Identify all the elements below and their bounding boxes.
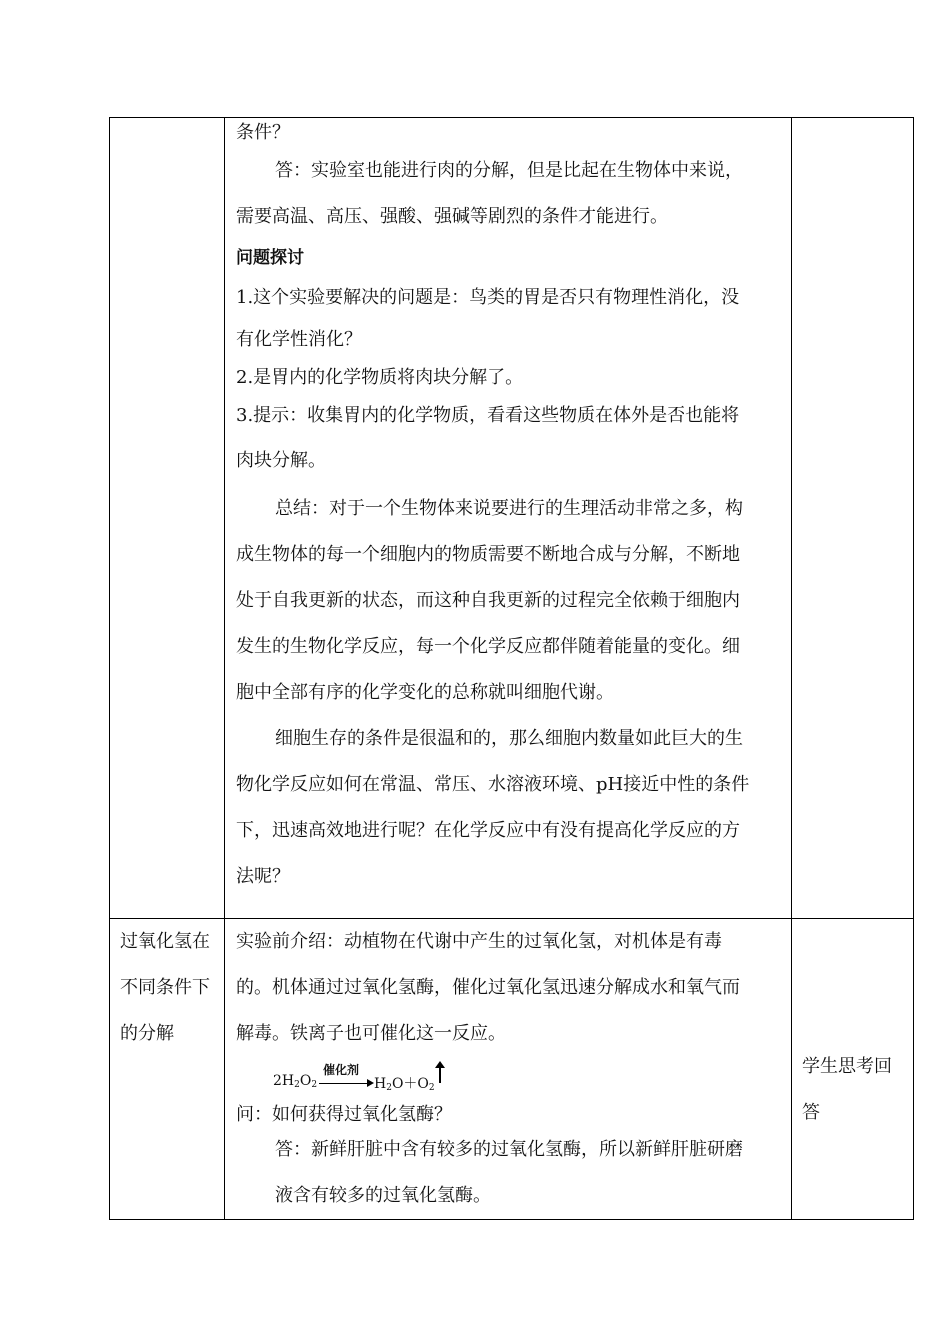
chemical-equation [273,1057,791,1103]
text-line: 1.这个实验要解决的问题是：鸟类的胃是否只有物理性消化，没 [236,287,740,308]
text-line: 肉块分解。 [236,450,326,471]
text-line: 有化学性消化？ [236,329,362,350]
table-row [110,118,914,919]
activity-line: 学生思考回 [802,1056,892,1077]
equation-reactant: $2H_2O_2$ [273,1073,318,1090]
table-row [110,919,914,1220]
topic-line: 的分解 [120,1023,174,1044]
text-line: 处于自我更新的状态，而这种自我更新的过程完全依赖于细胞内 [236,590,740,611]
text-line: 问：如何获得过氧化氢酶？ [236,1104,452,1125]
text-line: 答：新鲜肝脏中含有较多的过氧化氢酶，所以新鲜肝脏研磨 [275,1139,743,1160]
text-line: 总结：对于一个生物体来说要进行的生理活动非常之多，构 [275,498,743,519]
text-line: 法呢？ [236,866,290,887]
row1-content-cell [225,118,792,919]
text-line: 需要高温、高压、强酸、强碱等剧烈的条件才能进行。 [236,206,668,227]
activity-cell [792,919,914,1220]
lesson-table [109,117,914,1220]
topic-cell [110,919,225,1220]
text-line: 条件？ [236,122,290,143]
equation-catalyst: 催化剂 [323,1063,360,1077]
equation-products: $H_2O+O_2$ [374,1076,435,1093]
arrowhead-icon [367,1079,374,1087]
text-line: 的。机体通过过氧化氢酶，催化过氧化氢迅速分解成水和氧气而 [236,977,740,998]
text-line: 细胞生存的条件是很温和的，那么细胞内数量如此巨大的生 [275,728,743,749]
reaction-arrow-icon [319,1083,371,1084]
row1-right-cell [792,118,914,919]
topic-line: 过氧化氢在 [120,931,210,952]
activity-line: 答 [802,1102,820,1123]
text-line: 成生物体的每一个细胞内的物质需要不断地合成与分解，不断地 [236,544,740,565]
text-line: 解毒。铁离子也可催化这一反应。 [236,1023,506,1044]
gas-up-arrow-icon [439,1067,441,1083]
text-line: 发生的生物化学反应，每一个化学反应都伴随着能量的变化。细 [236,636,740,657]
section-heading: 问题探讨 [236,248,304,268]
text-line: 2.是胃内的化学物质将肉块分解了。 [236,367,524,388]
text-line: 实验前介绍：动植物在代谢中产生的过氧化氢，对机体是有毒 [236,931,722,952]
text-line: 液含有较多的过氧化氢酶。 [275,1185,491,1206]
row2-content-cell [225,919,792,1220]
text-line: 下，迅速高效地进行呢？在化学反应中有没有提高化学反应的方 [236,820,740,841]
text-line: 3.提示：收集胃内的化学物质，看看这些物质在体外是否也能将 [236,405,740,426]
text-line: 胞中全部有序的化学变化的总称就叫细胞代谢。 [236,682,614,703]
text-line: 答：实验室也能进行肉的分解，但是比起在生物体中来说， [275,160,743,181]
row1-left-cell [110,118,225,919]
topic-line: 不同条件下 [120,977,210,998]
text-line: 物化学反应如何在常温、常压、水溶液环境、pH接近中性的条件 [236,774,750,795]
